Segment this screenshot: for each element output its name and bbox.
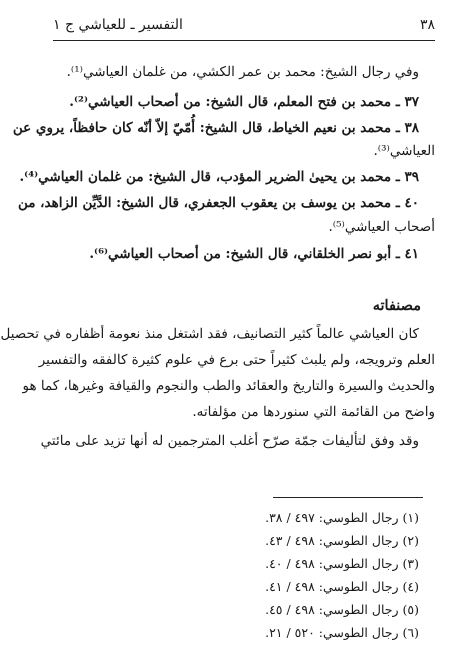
paragraph-line: كان العياشي عالماً كثير التصانيف، فقد اشتغل منذ نعومة أظفاره في تحصيل	[0, 326, 419, 342]
footnote: (٥) رجال الطوسي: ٤٩٨ / ٤٥.	[265, 602, 419, 617]
page-number: ٣٨	[419, 17, 435, 33]
entry-line: ٤٠ ـ محمد بن يوسف بن يعقوب الجعفري، قال الشيخ: الدَّيِّن الزاهد، من	[17, 195, 419, 211]
entry-line: أصحاب العياشي⁽⁵⁾.	[328, 219, 435, 235]
entry-line: العياشي⁽³⁾.	[373, 143, 435, 159]
footnote: (٣) رجال الطوسي: ٤٩٨ / ٤٠.	[265, 556, 419, 571]
footnote: (٢) رجال الطوسي: ٤٩٨ / ٤٣.	[265, 533, 419, 548]
paragraph-line: وقد وفق لتأليفات جمّة صرّح أغلب المترجمين له أنها تزيد على مائتي	[40, 433, 419, 449]
entry-line: ٣٨ ـ محمد بن نعيم الخياط، قال الشيخ: أُمّيّ إلاّ أنّه كان حافظاً، يروي عن	[12, 120, 419, 136]
footnote: (٦) رجال الطوسي: ٥٢٠ / ٢١.	[265, 625, 419, 640]
footnote: (٤) رجال الطوسي: ٤٩٨ / ٤١.	[265, 579, 419, 594]
running-title: التفسير ـ للعياشي ج ١	[53, 17, 183, 33]
entry-line: ٤١ ـ أبو نصر الخلقاني، قال الشيخ: من أصحاب العياشي⁽⁶⁾.	[89, 246, 419, 262]
footnote-divider	[273, 497, 423, 498]
entry-line: ٣٧ ـ محمد بن فتح المعلم، قال الشيخ: من أصحاب العياشي⁽²⁾.	[69, 94, 419, 110]
entry-line: ٣٩ ـ محمد بن يحيىٰ الضرير المؤدب، قال الشيخ: من غلمان العياشي⁽⁴⁾.	[19, 169, 419, 185]
paragraph-line: واضح من القائمة التي سنوردها من مؤلفاته.	[192, 404, 435, 420]
entry-line: وفي رجال الشيخ: محمد بن عمر الكشي، من غلمان العياشي⁽¹⁾.	[66, 64, 419, 80]
footnote: (١) رجال الطوسي: ٤٩٧ / ٣٨.	[265, 510, 419, 525]
paragraph-line: والحديث والسيرة والتاريخ والعقائد والطب والنجوم والقيافة وغيرها، كما هو	[22, 378, 435, 394]
section-heading: مصنفاته	[372, 297, 421, 314]
page-header	[53, 14, 435, 36]
paragraph-line: العلم وترويجه، ولم يلبث كثيراً حتى برع في علوم كثيرة كالفقه والتفسير	[38, 352, 435, 368]
header-divider	[53, 40, 435, 41]
